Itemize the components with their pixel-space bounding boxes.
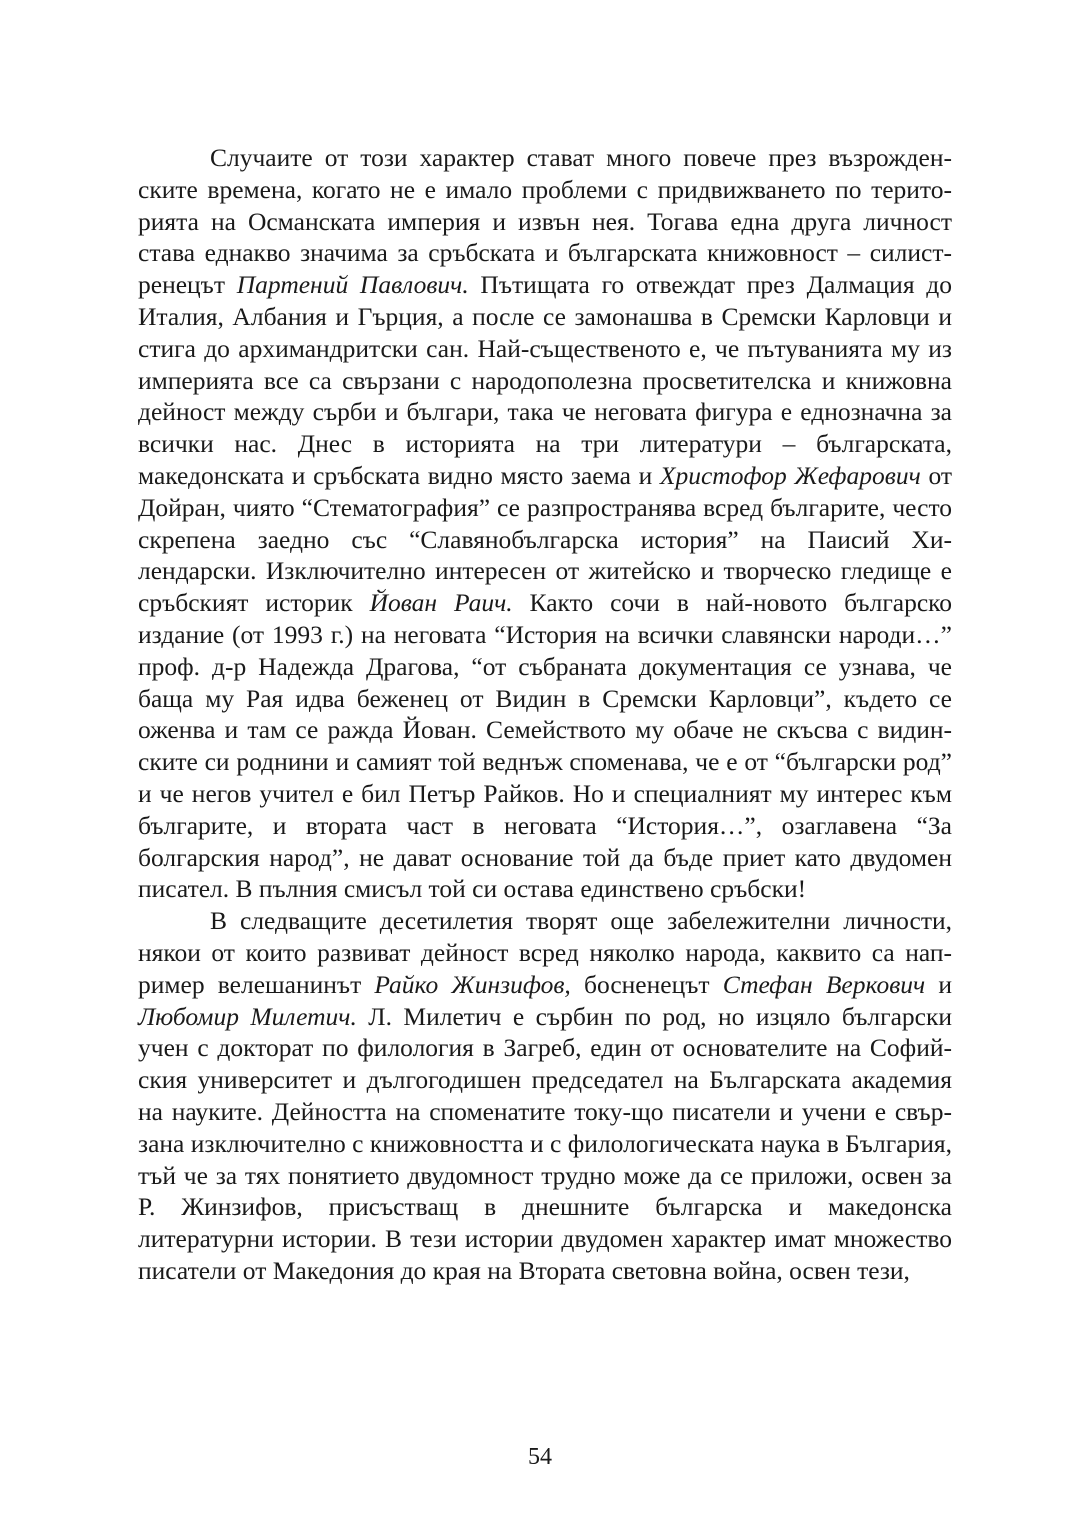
name-jovan-raich: Йован Раич. — [369, 588, 513, 618]
page-number: 54 — [528, 1444, 552, 1470]
name-rajko-zhinzifov: Райко Жинзифов, — [374, 969, 571, 999]
paragraph-1 — [138, 142, 952, 905]
page-body — [138, 142, 952, 1287]
paragraph-2-text-1: В следващите десетилетия творят още забележителни личности, някои от които развиват дейност всред няколко народа, каквито са например велешанинът — [138, 906, 952, 999]
name-stefan-verkovich: Стефан Веркович — [722, 969, 926, 999]
paragraph-2 — [138, 905, 952, 1287]
paragraph-1-text-2: Пътищата го отвеждат през Далмация до Италия, Албания и Гърция, а после се замонашва в Сремски Карловци и стига до архимандритски сан. Най-същественото е, че пътуванията му из империята все са свързани с народополезна просветителска и книжовна дейност между сърби и българи, така че неговата фигура е еднозначна за всички нас. Днес в историята на три литератури – българската, македонската и сръбската видно място заема и — [138, 270, 952, 490]
name-partenij-pavlovich: Партений Павлович. — [236, 270, 469, 300]
name-hristofor-zhefarovich: Христофор Жефарович — [659, 460, 921, 490]
paragraph-1-text-3: от Дойран, чиято “Стематография” се разпространява всред българите, често скрепена заедно със “Славянобългарска история” на Паисий Хилендарски. Изключително интересен от житейско и творческо гледище е сръбският историк — [138, 460, 953, 618]
paragraph-1-text-4: Както сочи в най-новото българско издание (от 1993 г.) на неговата “История на всички славянски народи…” проф. д-р Надежда Драгова, “от събраната документация се узнава, че баща му Рая идва беженец от Видин в Сремски Карловци”, където се оженва и там се ражда Йован. Семейството му обаче не скъсва с видинските си роднини и самият той веднъж споменава, че е от “български род” и че негов учител е бил Петър Райков. Но и специалният му интерес към българите, и втората част в неговата “История…”, озаглавена “За болгарския народ”, не дават основание той да бъде приет като двудомен писател. В пълния смисъл той си остава единствено сръбски! — [138, 588, 953, 904]
paragraph-1-text-1: Случаите от този характер стават много повече през възрожденските времена, когато не е имало проблеми с придвижването по територията на Османската империя и извън нея. Тогава една друга личност става еднакво значима за сръбската и българската книжовност – силистренецът — [138, 143, 952, 300]
paragraph-2-text-2: босненецът — [570, 969, 723, 999]
paragraph-2-text-4: Л. Милетич е сърбин по род, но изцяло български учен с докторат по филология в Загреб, един от основателите на Софийския университет и дългогодишен председател на Българската академия на науките. Дейността на споменатите току-що писатели и учени е свързана изключително с книжовността и с филологическата наука в България, тъй че за тях понятието двудомност трудно може да се приложи, освен за Р. Жинзифов, присъстващ в днешните българска и македонска литературни истории. В тези истории двудомен характер имат множество писатели от Македония до края на Втората световна война, освен тези, — [138, 1001, 952, 1285]
paragraph-2-text-3: и — [925, 969, 952, 999]
name-ljubomir-miletich: Любомир Милетич. — [138, 1001, 357, 1031]
